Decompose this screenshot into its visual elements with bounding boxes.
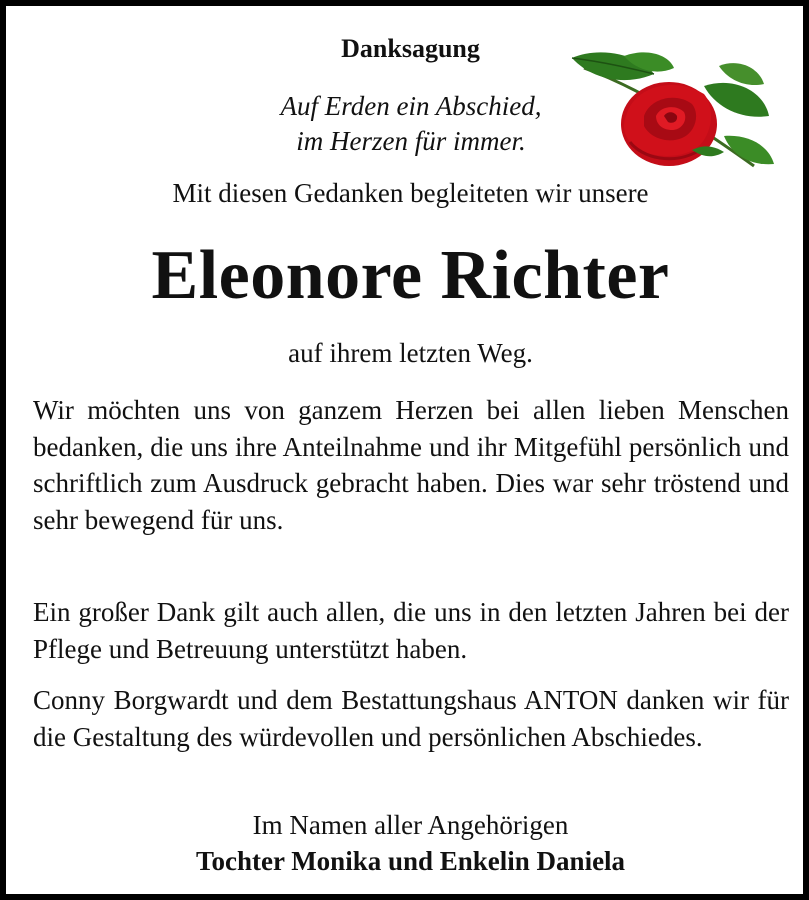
quote [226, 89, 596, 159]
thanks-paragraph-1: Wir möchten uns von ganzem Herzen bei allen lieben Menschen bedanken, die uns ihre Anteilnahme und ihr Mitgefühl persönlich und schriftlich zum Ausdruck gebracht haben. Dies war sehr tröstend und sehr bewegend für uns. [33, 395, 789, 535]
subline: auf ihrem letzten Weg. [288, 338, 533, 368]
notice-heading: Danksagung [341, 34, 480, 63]
intro-line: Mit diesen Gedanken begleiteten wir unsere [172, 178, 649, 208]
quote-line-2: im Herzen für immer. [296, 126, 526, 156]
deceased-name: Eleonore Richter [151, 237, 670, 314]
quote-line-1: Auf Erden ein Abschied, [280, 91, 542, 121]
thanks-paragraph-3: Conny Borgwardt und dem Bestattungshaus ANTON danken wir für die Gestaltung des würdevollen und persönlichen Abschiedes. [33, 685, 789, 752]
thanks-paragraph-2: Ein großer Dank gilt auch allen, die uns in den letzten Jahren bei der Pflege und Betreuung unterstützt haben. [33, 597, 789, 664]
red-rose-icon [564, 46, 779, 176]
signature-line-2: Tochter Monika und Enkelin Daniela [195, 846, 626, 876]
signature-line-1: Im Namen aller Angehörigen [252, 810, 569, 840]
